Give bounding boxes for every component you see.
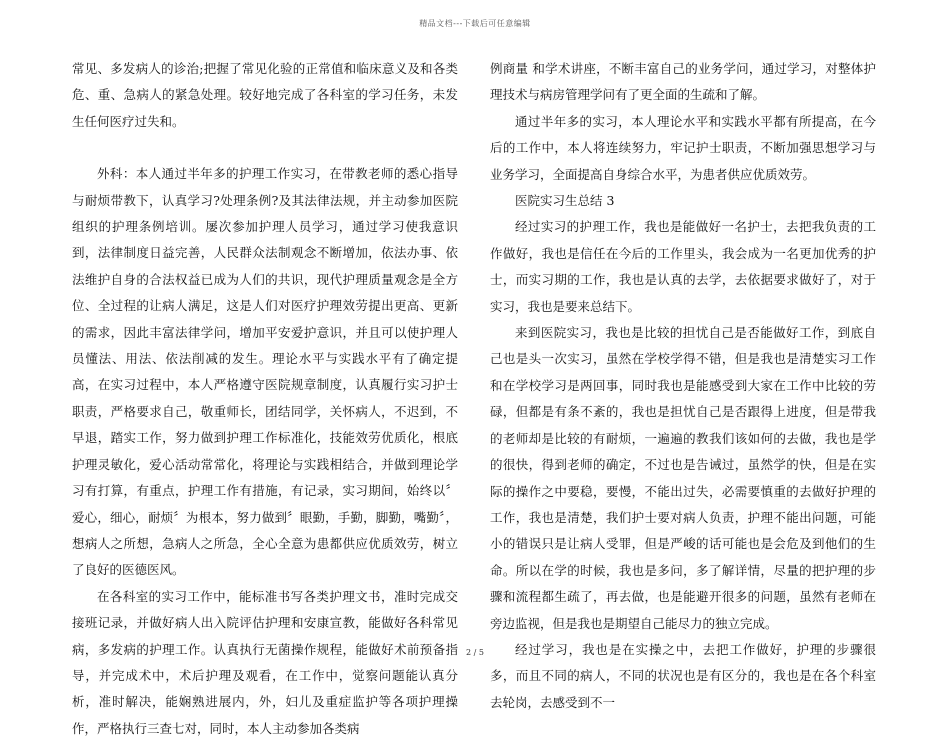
left-paragraph-1: 常见、多发病人的诊治;把握了常见化验的正常值和临床意义及和各类危、重、急病人的紧急处理。较好地完成了各科室的学习任务，未发生任何医疗过失和。 xyxy=(72,61,458,129)
right-paragraph-2: 通过半年多的实习，本人理论水平和实践水平都有所提高，在今后的工作中，本人将连续努力，牢记护士职责，不断加强思想学习与业务学习，全面提高自身综合水平，为患者供应优质效劳。 xyxy=(490,113,876,182)
right-column xyxy=(490,56,876,716)
right-paragraph-5: 经过学习，我也是在实操之中，去把工作做好，护理的步骤很多，而且不同的病人，不同的状况也是有区分的，我也是在各个科室去轮岗，去感受到不一 xyxy=(490,641,876,710)
right-paragraph-1: 例商量 和学术讲座，不断丰富自己的业务学问，通过学习，对整体护理技术与病房管理学问有了更全面的生疏和了解。 xyxy=(490,61,876,103)
page-number: 2 / 5 xyxy=(466,648,484,657)
left-paragraph-surgery: 外科：本人通过半年多的护理工作实习，在带教老师的悉心指导与耐烦带教下，认真学习?处理条例?及其法律法规，并主动参加医院组织的护理条例培训。屡次参加护理人员学习，通过学习使我意识到，法律制度日益完善，人民群众法制观念不断增加，依法办事、依法维护自身的合法权益已成为人们的共识，现代护理质量观念是全方位、全过程的让病人满足，这是人们对医疗护理效劳提出更高、更新的需求，因此丰富法律学问，增加平安爱护意识，并且可以使护理人员懂法、用法、依法削减的发生。理论水平与实践水平有了确定提高，在实习过程中，本人严格遵守医院规章制度，认真履行实习护士职责，严格要求自己，敬重师长，团结同学，关怀病人，不迟到，不早退，踏实工作，努力做到护理工作标准化，技能效劳优质化，根底护理灵敏化，爱心活动常常化，将理论与实践相结合，并做到理论学习有打算，有重点，护理工作有措施，有记录，实习期间，始终以〞爱心，细心，耐烦〞为根本，努力做到〞眼勤，手勤，脚勤，嘴勤〞，想病人之所想，急病人之所急，全心全意为患都供应优质效劳，树立了良好的医德医风。 xyxy=(72,166,458,578)
right-paragraph-4: 来到医院实习，我也是比较的担忧自己是否能做好工作，到底自己也是头一次实习，虽然在学校学得不错，但是我也是清楚实习工作和在学校学习是两回事，同时我也是能感受到大家在工作中比较的劳碌，但都是有条不紊的，我也是担忧自己是否跟得上进度，但是带我的老师却是比较的有耐烦，一遍遍的教我们该如何的去做，我也是学的很快，得到老师的确定，不过也是告诫过，虽然学的快，但是在实际的操作之中要稳，要慢，不能出过失，必需要慎重的去做好护理的工作，我也是清楚，我们护士要对病人负责，护理不能出问题，可能小的错误只是让病人受罪，但是严峻的话可能也是会危及到他们的生命。所以在学的时候，我也是多问，多了解详情，尽量的把护理的步骤和流程都生疏了，再去做，也是能避开很多的问题，虽然有老师在旁边监视，但是我也是期望自己能尽力的独立完成。 xyxy=(490,325,876,631)
section-heading: 医院实习生总结 3 xyxy=(515,193,615,209)
page-header: 精品文档---下载后可任意编辑 xyxy=(419,19,531,28)
paragraph-gap xyxy=(72,135,458,161)
right-paragraph-3: 经过实习的护理工作，我也是能做好一名护士，去把我负责的工作做好，我也是信任在今后的工作里头，我会成为一名更加优秀的护士，而实习期的工作，我也是认真的去学，去依据要求做好了，对于实习，我也是要来总结下。 xyxy=(490,219,876,314)
left-paragraph-3: 在各科室的实习工作中，能标准书写各类护理文书，准时完成交接班记录，并做好病人出入院评估护理和安康宣教，能做好各科常见病，多发病的护理工作。认真执行无菌操作规程，能做好术前预备指导，并完成术中，术后护理及观看，在工作中，觉察问题能认真分析，准时解决，能娴熟进展内，外，妇儿及重症监护等各项护理操作，严格执行三查七对，同时，本人主动参加各类病 xyxy=(72,588,458,736)
left-column xyxy=(72,56,458,742)
